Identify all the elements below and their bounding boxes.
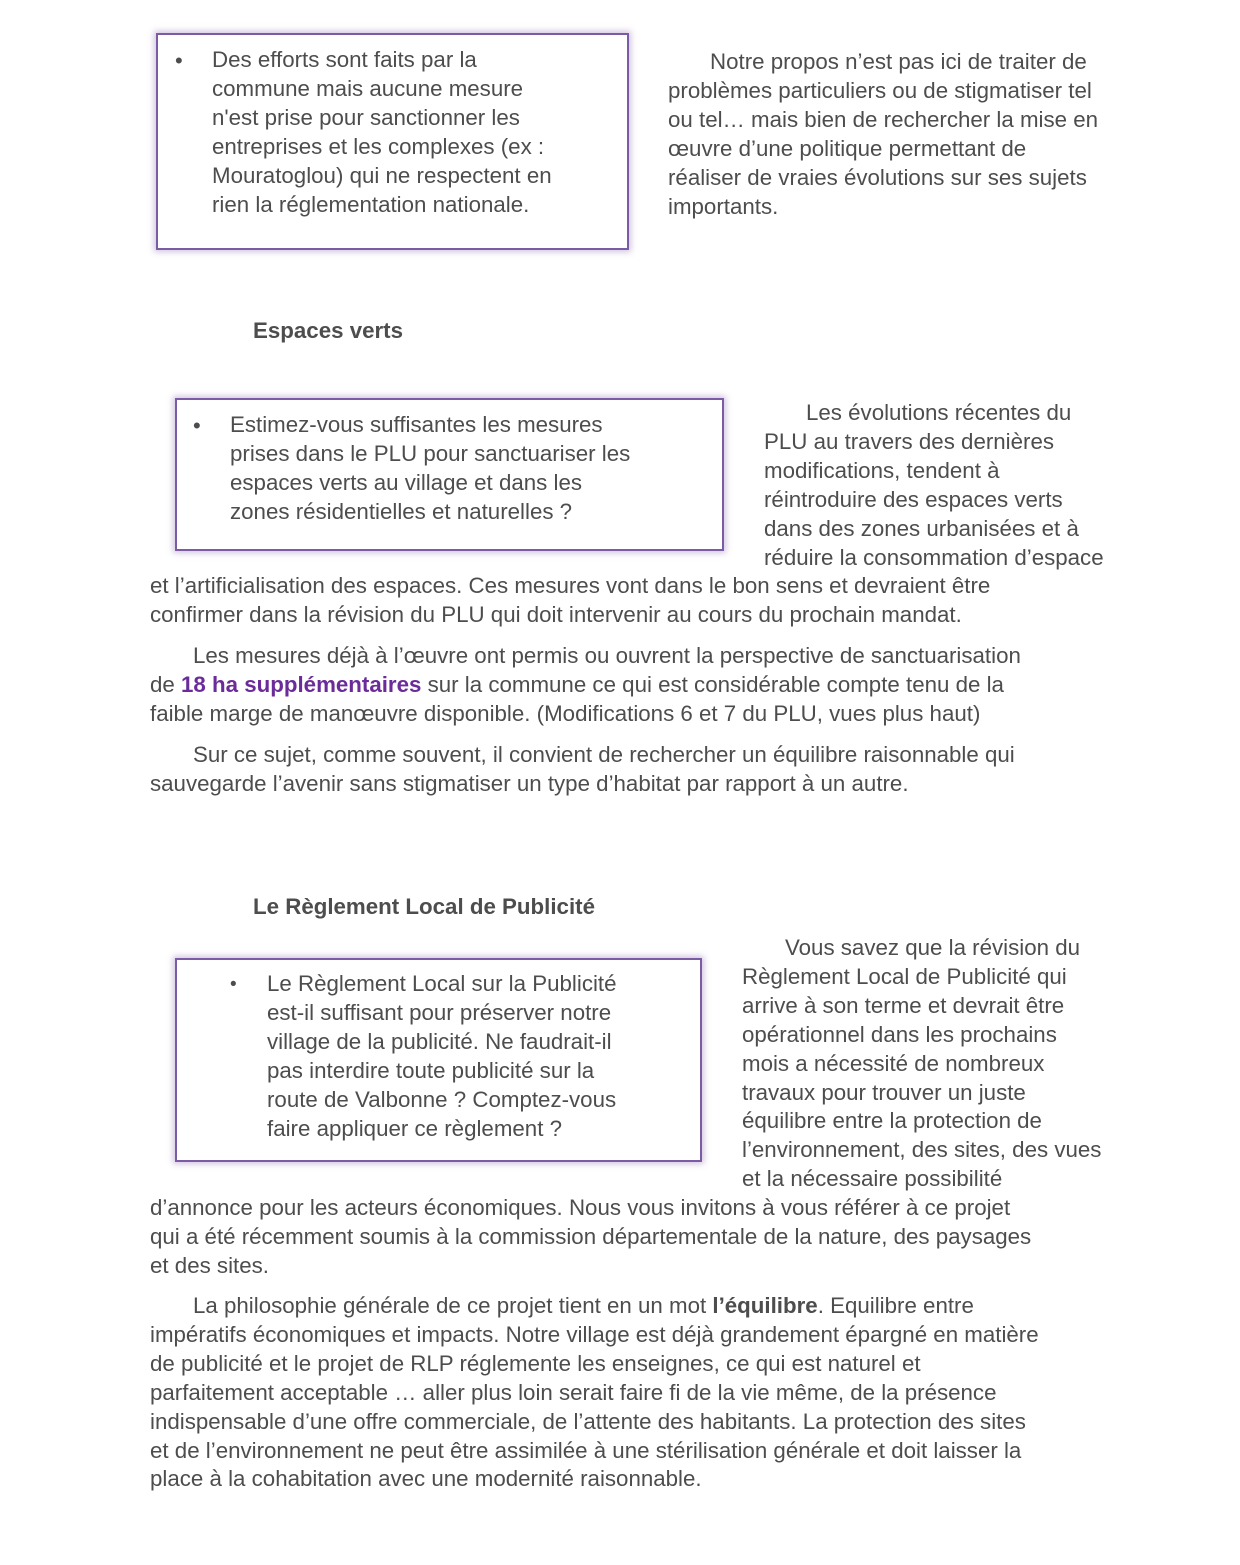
answer-1-line: Notre propos n’est pas ici de traiter de xyxy=(710,49,1087,74)
answer-2-line: PLU au travers des dernières xyxy=(764,428,1055,454)
paragraph-line xyxy=(150,671,1021,700)
question-1-line: entreprises et les complexes (ex : xyxy=(212,133,545,159)
bullet-icon: • xyxy=(230,974,237,995)
paragraph-line xyxy=(150,1292,1039,1321)
paragraph-line: impératifs économiques et impacts. Notre village est déjà grandement épargné en matière xyxy=(150,1321,1039,1347)
answer-3-line: mois a nécessité de nombreux xyxy=(742,1050,1045,1076)
answer-2-line: modifications, tendent à xyxy=(764,457,1000,483)
paragraph-line: place à la cohabitation avec une modernité raisonnable. xyxy=(150,1466,702,1492)
question-1-line: Mouratoglou) qui ne respectent en xyxy=(212,162,552,188)
answer-3-line: opérationnel dans les prochains xyxy=(742,1021,1057,1047)
answer-2-line: réintroduire des espaces verts xyxy=(764,486,1063,512)
answer-1-line: problèmes particuliers ou de stigmatiser tel xyxy=(668,77,1092,103)
text-prefix: La philosophie générale de ce projet tient en un mot xyxy=(193,1293,713,1318)
paragraph-equilibre-habitat xyxy=(150,741,1015,799)
bold-equilibre: l’équilibre xyxy=(712,1293,818,1318)
paragraph-line: parfaitement acceptable … aller plus loin serait faire fi de la vie même, de la présence xyxy=(150,1379,997,1405)
answer-3-line: Règlement Local de Publicité qui xyxy=(742,963,1067,989)
paragraph-line: Les mesures déjà à l’œuvre ont permis ou ouvrent la perspective de sanctuarisation xyxy=(193,643,1021,668)
question-3-line: pas interdire toute publicité sur la xyxy=(267,1057,595,1083)
answer-2-line: dans des zones urbanisées et à xyxy=(764,515,1079,541)
question-1-line: rien la réglementation nationale. xyxy=(212,191,530,217)
question-2-line: Estimez-vous suffisantes les mesures xyxy=(230,412,603,437)
question-box-3 xyxy=(175,958,702,1162)
question-3-text xyxy=(267,970,617,1143)
answer-2-line: Les évolutions récentes du xyxy=(806,400,1072,425)
answer-3-full-text xyxy=(150,1194,1031,1281)
answer-1-line: ou tel… mais bien de rechercher la mise en xyxy=(668,106,1099,132)
question-1-line: commune mais aucune mesure xyxy=(212,75,524,101)
answer-2-line: réduire la consommation d’espace xyxy=(764,544,1104,570)
question-2-line: prises dans le PLU pour sanctuariser les xyxy=(230,440,631,466)
question-2-text xyxy=(230,411,630,527)
bullet-icon: • xyxy=(193,413,201,438)
question-box-2 xyxy=(175,398,724,551)
answer-2-line: confirmer dans la révision du PLU qui doit intervenir au cours du prochain mandat. xyxy=(150,601,962,627)
question-box-1 xyxy=(156,33,629,250)
question-3-line: route de Valbonne ? Comptez-vous xyxy=(267,1086,617,1112)
answer-3-line: équilibre entre la protection de xyxy=(742,1108,1042,1134)
text-suffix: sur la commune ce qui est considérable compte tenu de la xyxy=(421,671,1004,697)
question-1-line: Des efforts sont faits par la xyxy=(212,47,477,72)
answer-2-full-text xyxy=(150,572,990,630)
question-3-line: Le Règlement Local sur la Publicité xyxy=(267,971,617,996)
paragraph-line: de publicité et le projet de RLP réglemente les enseignes, ce qui est naturel et xyxy=(150,1350,921,1376)
answer-1-line: importants. xyxy=(668,193,779,219)
question-3-line: village de la publicité. Ne faudrait-il xyxy=(267,1028,612,1054)
highlight-18-ha: 18 ha supplémentaires xyxy=(181,671,422,697)
answer-3-line: qui a été récemment soumis à la commission départementale de la nature, des paysages xyxy=(150,1223,1032,1249)
bullet-icon: • xyxy=(175,48,183,73)
answer-3-line: et la nécessaire possibilité xyxy=(742,1166,1003,1192)
text-suffix: . Equilibre entre xyxy=(817,1293,974,1318)
answer-3-line: travaux pour trouver un juste xyxy=(742,1079,1026,1105)
answer-3-line: l’environnement, des sites, des vues xyxy=(742,1137,1102,1163)
answer-1-line: œuvre d’une politique permettant de xyxy=(668,135,1027,161)
question-3-line: est-il suffisant pour préserver notre xyxy=(267,999,612,1025)
section-heading-rlp: Le Règlement Local de Publicité xyxy=(253,894,595,919)
section-heading-espaces-verts: Espaces verts xyxy=(253,318,403,343)
paragraph-line: faible marge de manœuvre disponible. (Modifications 6 et 7 du PLU, vues plus haut) xyxy=(150,700,981,726)
question-2-line: espaces verts au village et dans les xyxy=(230,469,582,495)
answer-3-line: et des sites. xyxy=(150,1252,269,1278)
answer-2-line: et l’artificialisation des espaces. Ces mesures vont dans le bon sens et devraient être xyxy=(150,573,991,598)
paragraph-line: et de l’environnement ne peut être assimilée à une stérilisation générale et doit laisser la xyxy=(150,1437,1022,1463)
paragraph-line: indispensable d’une offre commerciale, de l’attente des habitants. La protection des sites xyxy=(150,1408,1026,1434)
answer-3-line: arrive à son terme et devrait être xyxy=(742,992,1065,1018)
question-1-line: n'est prise pour sanctionner les xyxy=(212,104,520,130)
answer-1-line: réaliser de vraies évolutions sur ses sujets xyxy=(668,164,1087,190)
answer-3-line: Vous savez que la révision du xyxy=(785,935,1080,960)
answer-1-text xyxy=(668,48,1098,221)
answer-3-side-text xyxy=(742,934,1101,1194)
text-prefix: de xyxy=(150,671,181,697)
paragraph-line: Sur ce sujet, comme souvent, il convient de rechercher un équilibre raisonnable qui xyxy=(193,742,1015,767)
answer-3-line: d’annonce pour les acteurs économiques. Nous vous invitons à vous référer à ce projet xyxy=(150,1195,1011,1220)
paragraph-philosophie xyxy=(150,1292,1039,1494)
paragraph-sanctuarisation xyxy=(150,642,1021,729)
question-1-text xyxy=(212,46,552,219)
answer-2-side-text xyxy=(764,399,1104,572)
question-3-line: faire appliquer ce règlement ? xyxy=(267,1115,562,1141)
paragraph-line: sauvegarde l’avenir sans stigmatiser un type d’habitat par rapport à un autre. xyxy=(150,770,909,796)
question-2-line: zones résidentielles et naturelles ? xyxy=(230,498,573,524)
